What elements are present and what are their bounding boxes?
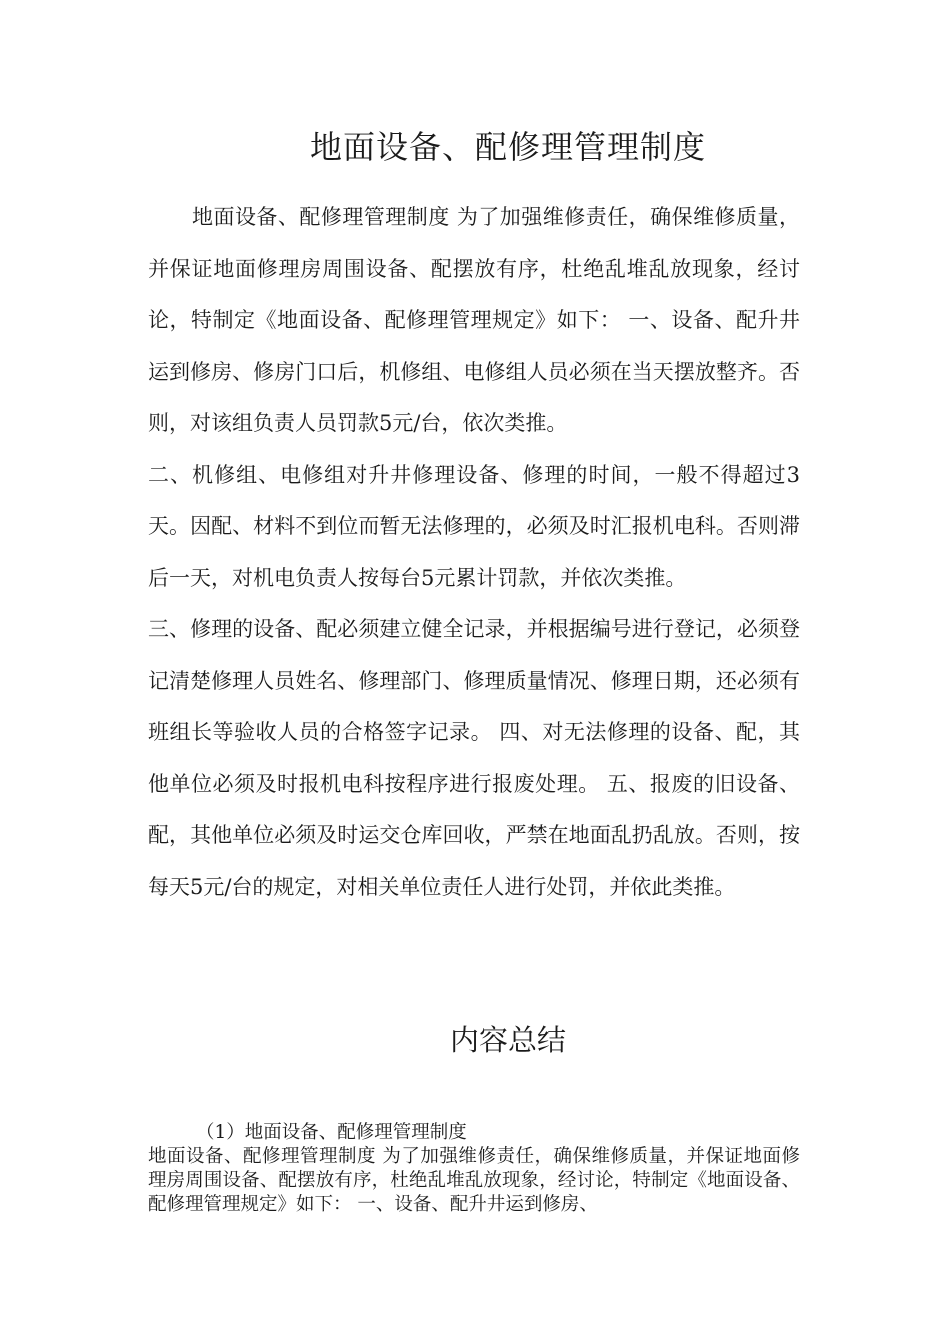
- summary-subheading: （1）地面设备、配修理管理制度: [196, 1122, 467, 1143]
- summary-title: 内容总结: [449, 1023, 566, 1057]
- document-body: [148, 192, 800, 913]
- summary-section: [148, 1121, 800, 1217]
- body-paragraph-1: 地面设备、配修理管理制度 为了加强维修责任，确保维修质量，并保证地面修理房周围设备、配摆放有序，杜绝乱堆乱放现象，经讨论，特制定《地面设备、配修理管理规定》如下： 一、设备、配升井运到修房、修房门口后，机修组、电修组人员必须在当天摆放整齐。否则，对该组负责人员罚款5元/台，依次类推。: [148, 205, 800, 435]
- document-title: 地面设备、配修理管理制度: [309, 128, 706, 166]
- summary-text: 地面设备、配修理管理制度 为了加强维修责任，确保维修质量，并保证地面修理房周围设备、配摆放有序，杜绝乱堆乱放现象，经讨论，特制定《地面设备、配修理管理规定》如下： 一、设备、配升井运到修房、: [148, 1146, 800, 1215]
- body-paragraph-2: 二、机修组、电修组对升井修理设备、修理的时间，一般不得超过3天。因配、材料不到位而暂无法修理的，必须及时汇报机电科。否则滞后一天，对机电负责人按每台5元累计罚款，并依次类推。: [148, 462, 800, 590]
- body-paragraph-3: 三、修理的设备、配必须建立健全记录，并根据编号进行登记，必须登记清楚修理人员姓名、修理部门、修理质量情况、修理日期，还必须有班组长等验收人员的合格签字记录。 四、对无法修理的设备、配，其他单位必须及时报机电科按程序进行报废处理。 五、报废的旧设备、配，其他单位必须及时运交仓库回收，严禁在地面乱扔乱放。否则，按每天5元/台的规定，对相关单位责任人进行处罚，并依此类推。: [148, 617, 800, 899]
